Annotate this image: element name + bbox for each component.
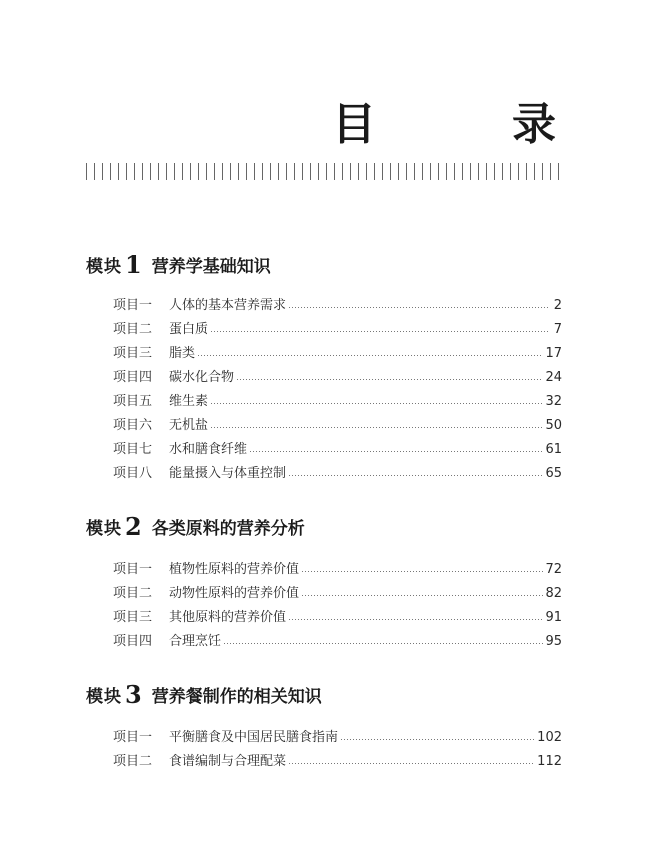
toc-entry[interactable] xyxy=(113,438,562,462)
toc-entry-title: 维生素 xyxy=(169,394,209,409)
dot-leader xyxy=(211,403,543,404)
toc-entry-title: 植物性原料的营养价值 xyxy=(169,562,300,577)
dot-leader xyxy=(211,331,550,332)
toc-entry[interactable] xyxy=(113,726,562,750)
toc-entry-page: 61 xyxy=(545,442,562,457)
toc-entry-title: 其他原料的营养价值 xyxy=(169,610,287,625)
toc-entry-page: 2 xyxy=(553,298,562,313)
toc-entry-title: 合理烹饪 xyxy=(169,634,222,649)
dot-leader xyxy=(289,475,543,476)
toc-entry-page: 72 xyxy=(545,562,562,577)
toc-entry-title: 食谱编制与合理配菜 xyxy=(169,754,287,769)
module-heading xyxy=(86,682,562,708)
toc-entry-label: 项目二 xyxy=(113,322,153,337)
toc-entry[interactable] xyxy=(113,366,562,390)
toc-entry-title: 水和膳食纤维 xyxy=(169,442,248,457)
toc-list xyxy=(113,558,562,654)
module-title: 营养学基础知识 xyxy=(151,257,271,277)
toc-entry-page: 112 xyxy=(537,754,562,769)
toc-entry-label: 项目八 xyxy=(113,466,153,481)
toc-entry-title: 碳水化合物 xyxy=(169,370,235,385)
toc-entry-page: 91 xyxy=(545,610,562,625)
toc-entry-label: 项目七 xyxy=(113,442,153,457)
page-title: 目 录 xyxy=(332,99,602,150)
toc-entry-label: 项目二 xyxy=(113,754,153,769)
toc-list xyxy=(113,294,562,486)
module-title: 各类原料的营养分析 xyxy=(151,519,305,539)
toc-entry-label: 项目一 xyxy=(113,298,153,313)
toc-entry-title: 蛋白质 xyxy=(169,322,209,337)
toc-entry-label: 项目一 xyxy=(113,562,153,577)
toc-entry[interactable] xyxy=(113,294,562,318)
toc-entry-page: 32 xyxy=(545,394,562,409)
toc-list xyxy=(113,726,562,774)
dot-leader xyxy=(302,571,543,572)
dot-leader xyxy=(237,379,543,380)
toc-entry-page: 82 xyxy=(545,586,562,601)
toc-entry-page: 17 xyxy=(545,346,562,361)
module-heading xyxy=(86,252,562,278)
toc-entry-label: 项目五 xyxy=(113,394,153,409)
module-3 xyxy=(86,680,562,769)
toc-entry[interactable] xyxy=(113,630,562,654)
toc-entry[interactable] xyxy=(113,558,562,582)
dot-leader xyxy=(250,451,543,452)
module-prefix: 模块 xyxy=(86,687,122,707)
toc-entry-page: 95 xyxy=(545,634,562,649)
toc-entry-title: 动物性原料的营养价值 xyxy=(169,586,300,601)
module-prefix: 模块 xyxy=(86,257,122,277)
toc-entry[interactable] xyxy=(113,582,562,606)
module-prefix: 模块 xyxy=(86,519,122,539)
module-1 xyxy=(86,250,562,481)
dot-leader xyxy=(289,619,543,620)
module-2 xyxy=(86,512,562,649)
dot-leader xyxy=(302,595,543,596)
module-title: 营养餐制作的相关知识 xyxy=(151,687,322,707)
dot-leader xyxy=(341,739,535,740)
toc-entry-label: 项目二 xyxy=(113,586,153,601)
toc-entry[interactable] xyxy=(113,342,562,366)
toc-entry-page: 24 xyxy=(545,370,562,385)
decorative-divider xyxy=(86,163,562,180)
toc-entry-label: 项目六 xyxy=(113,418,153,433)
dot-leader xyxy=(198,355,543,356)
toc-entry-label: 项目三 xyxy=(113,346,153,361)
dot-leader xyxy=(289,763,535,764)
dot-leader xyxy=(211,427,543,428)
toc-entry-label: 项目四 xyxy=(113,370,153,385)
toc-entry-label: 项目三 xyxy=(113,610,153,625)
module-number: 3 xyxy=(125,680,142,709)
toc-entry[interactable] xyxy=(113,750,562,774)
toc-entry[interactable] xyxy=(113,390,562,414)
toc-entry-page: 65 xyxy=(545,466,562,481)
toc-entry-title: 能量摄入与体重控制 xyxy=(169,466,287,481)
toc-entry-label: 项目四 xyxy=(113,634,153,649)
module-number: 1 xyxy=(125,250,142,279)
toc-entry-page: 50 xyxy=(545,418,562,433)
dot-leader xyxy=(224,643,543,644)
toc-entry[interactable] xyxy=(113,414,562,438)
module-number: 2 xyxy=(125,512,142,541)
toc-entry[interactable] xyxy=(113,606,562,630)
toc-entry-title: 人体的基本营养需求 xyxy=(169,298,287,313)
dot-leader xyxy=(289,307,550,308)
toc-entry-title: 平衡膳食及中国居民膳食指南 xyxy=(169,730,339,745)
toc-entry-title: 脂类 xyxy=(169,346,196,361)
toc-entry-label: 项目一 xyxy=(113,730,153,745)
toc-entry-title: 无机盐 xyxy=(169,418,209,433)
module-heading xyxy=(86,514,562,540)
toc-entry[interactable] xyxy=(113,462,562,486)
toc-entry-page: 102 xyxy=(537,730,562,745)
toc-entry[interactable] xyxy=(113,318,562,342)
toc-entry-page: 7 xyxy=(553,322,562,337)
